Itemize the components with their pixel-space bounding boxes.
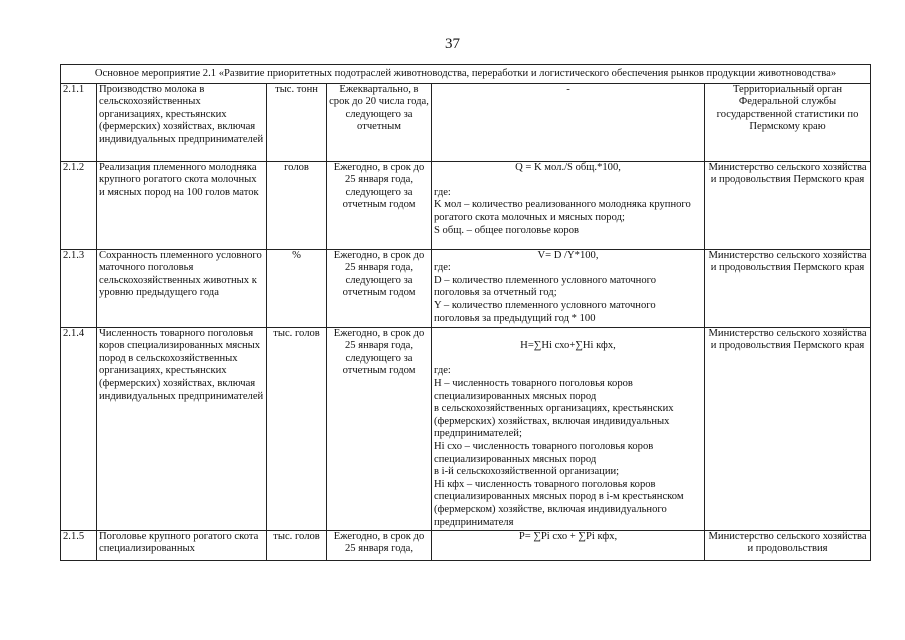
method-line: S общ. – общее поголовье коров — [434, 224, 579, 236]
method-line: Hi схо – численность товарного поголовья коров специализированных мясных пород — [434, 440, 654, 465]
row-number: 2.1.5 — [61, 530, 97, 560]
formula-text: V= D /Y*100, — [537, 249, 599, 261]
method-cell — [432, 161, 705, 249]
formula-text: H=∑Hi схо+∑Hi кфх, — [520, 340, 616, 352]
method-line: K мол – количество реализованного молодняка крупного рогатого скота молочных и мясных пород; — [434, 199, 691, 223]
row-number: 2.1.1 — [61, 83, 97, 161]
table-row — [61, 530, 871, 560]
method-line: в i-й сельскохозяйственной организации; — [434, 466, 620, 478]
period-cell: Ежегодно, в срок до 25 января года, — [327, 530, 432, 560]
method-line: Y – количество племенного условного маточного поголовья за предыдущий год * 100 — [434, 299, 656, 324]
table-row — [61, 249, 871, 327]
indicator-name: Реализация племенного молодняка крупного рогатого скота молочных и мясных пород на 100 голов маток — [97, 161, 267, 249]
period-cell: Ежегодно, в срок до 25 января года, следующего за отчетным годом — [327, 327, 432, 530]
formula-cell: - — [432, 83, 705, 161]
table-row — [61, 83, 871, 161]
section-header-row — [61, 65, 871, 84]
row-number: 2.1.3 — [61, 249, 97, 327]
page-number: 37 — [445, 36, 460, 52]
row-number: 2.1.2 — [61, 161, 97, 249]
indicator-name: Численность товарного поголовья коров специализированных мясных пород в сельскохозяйственных организациях, крестьянских (фермерских) хозяйствах, включая индивидуальных предпринимателей — [97, 327, 267, 530]
unit-cell: тыс. голов — [267, 327, 327, 530]
method-line: D – количество племенного условного маточного поголовья за отчетный год; — [434, 274, 657, 299]
method-cell — [432, 327, 705, 530]
formula-text: Q = K мол./S общ.*100, — [515, 161, 621, 173]
method-line: Hi кфх – численность товарного поголовья коров специализированных мясных пород в i-м крестьянском (фермерском) хозяйстве, включая индивидуального предпринимателя — [434, 478, 684, 528]
source-cell: Территориальный орган Федеральной службы государственной статистики по Пермскому краю — [705, 83, 871, 161]
method-line: где: — [434, 262, 451, 274]
table-row — [61, 327, 871, 530]
period-cell: Ежегодно, в срок до 25 января года, следующего за отчетным годом — [327, 161, 432, 249]
source-cell: Министерство сельского хозяйства и продовольствия Пермского края — [705, 161, 871, 249]
indicators-table — [60, 64, 871, 561]
unit-cell: голов — [267, 161, 327, 249]
method-line: где: — [434, 186, 451, 198]
source-cell: Министерство сельского хозяйства и продовольствия Пермского края — [705, 327, 871, 530]
indicator-name: Производство молока в сельскохозяйственных организациях, крестьянских (фермерских) хозяйствах, включая индивидуальных предпринимателей — [97, 83, 267, 161]
section-title: Основное мероприятие 2.1 «Развитие приоритетных подотраслей животноводства, переработки и логистического обеспечения рынков продукции животноводства» — [61, 65, 871, 84]
table-row — [61, 161, 871, 249]
source-cell: Министерство сельского хозяйства и продовольствия — [705, 530, 871, 560]
unit-cell: тыс. тонн — [267, 83, 327, 161]
source-cell: Министерство сельского хозяйства и продовольствия Пермского края — [705, 249, 871, 327]
method-cell — [432, 249, 705, 327]
indicator-name: Сохранность племенного условного маточного поголовья сельскохозяйственных животных к уровню предыдущего года — [97, 249, 267, 327]
method-line: H – численность товарного поголовья коров специализированных мясных пород — [434, 377, 633, 402]
row-number: 2.1.4 — [61, 327, 97, 530]
period-cell: Ежегодно, в срок до 25 января года, следующего за отчетным годом — [327, 249, 432, 327]
period-cell: Ежеквартально, в срок до 20 числа года, следующего за отчетным — [327, 83, 432, 161]
method-line: где: — [434, 365, 451, 377]
formula-cell: P= ∑Pi схо + ∑Pi кфх, — [432, 530, 705, 560]
indicator-name: Поголовье крупного рогатого скота специализированных — [97, 530, 267, 560]
method-line: в сельскохозяйственных организациях, крестьянских (фермерских) хозяйствах, включая индивидуальных предпринимателей; — [434, 403, 674, 440]
unit-cell: % — [267, 249, 327, 327]
unit-cell: тыс. голов — [267, 530, 327, 560]
